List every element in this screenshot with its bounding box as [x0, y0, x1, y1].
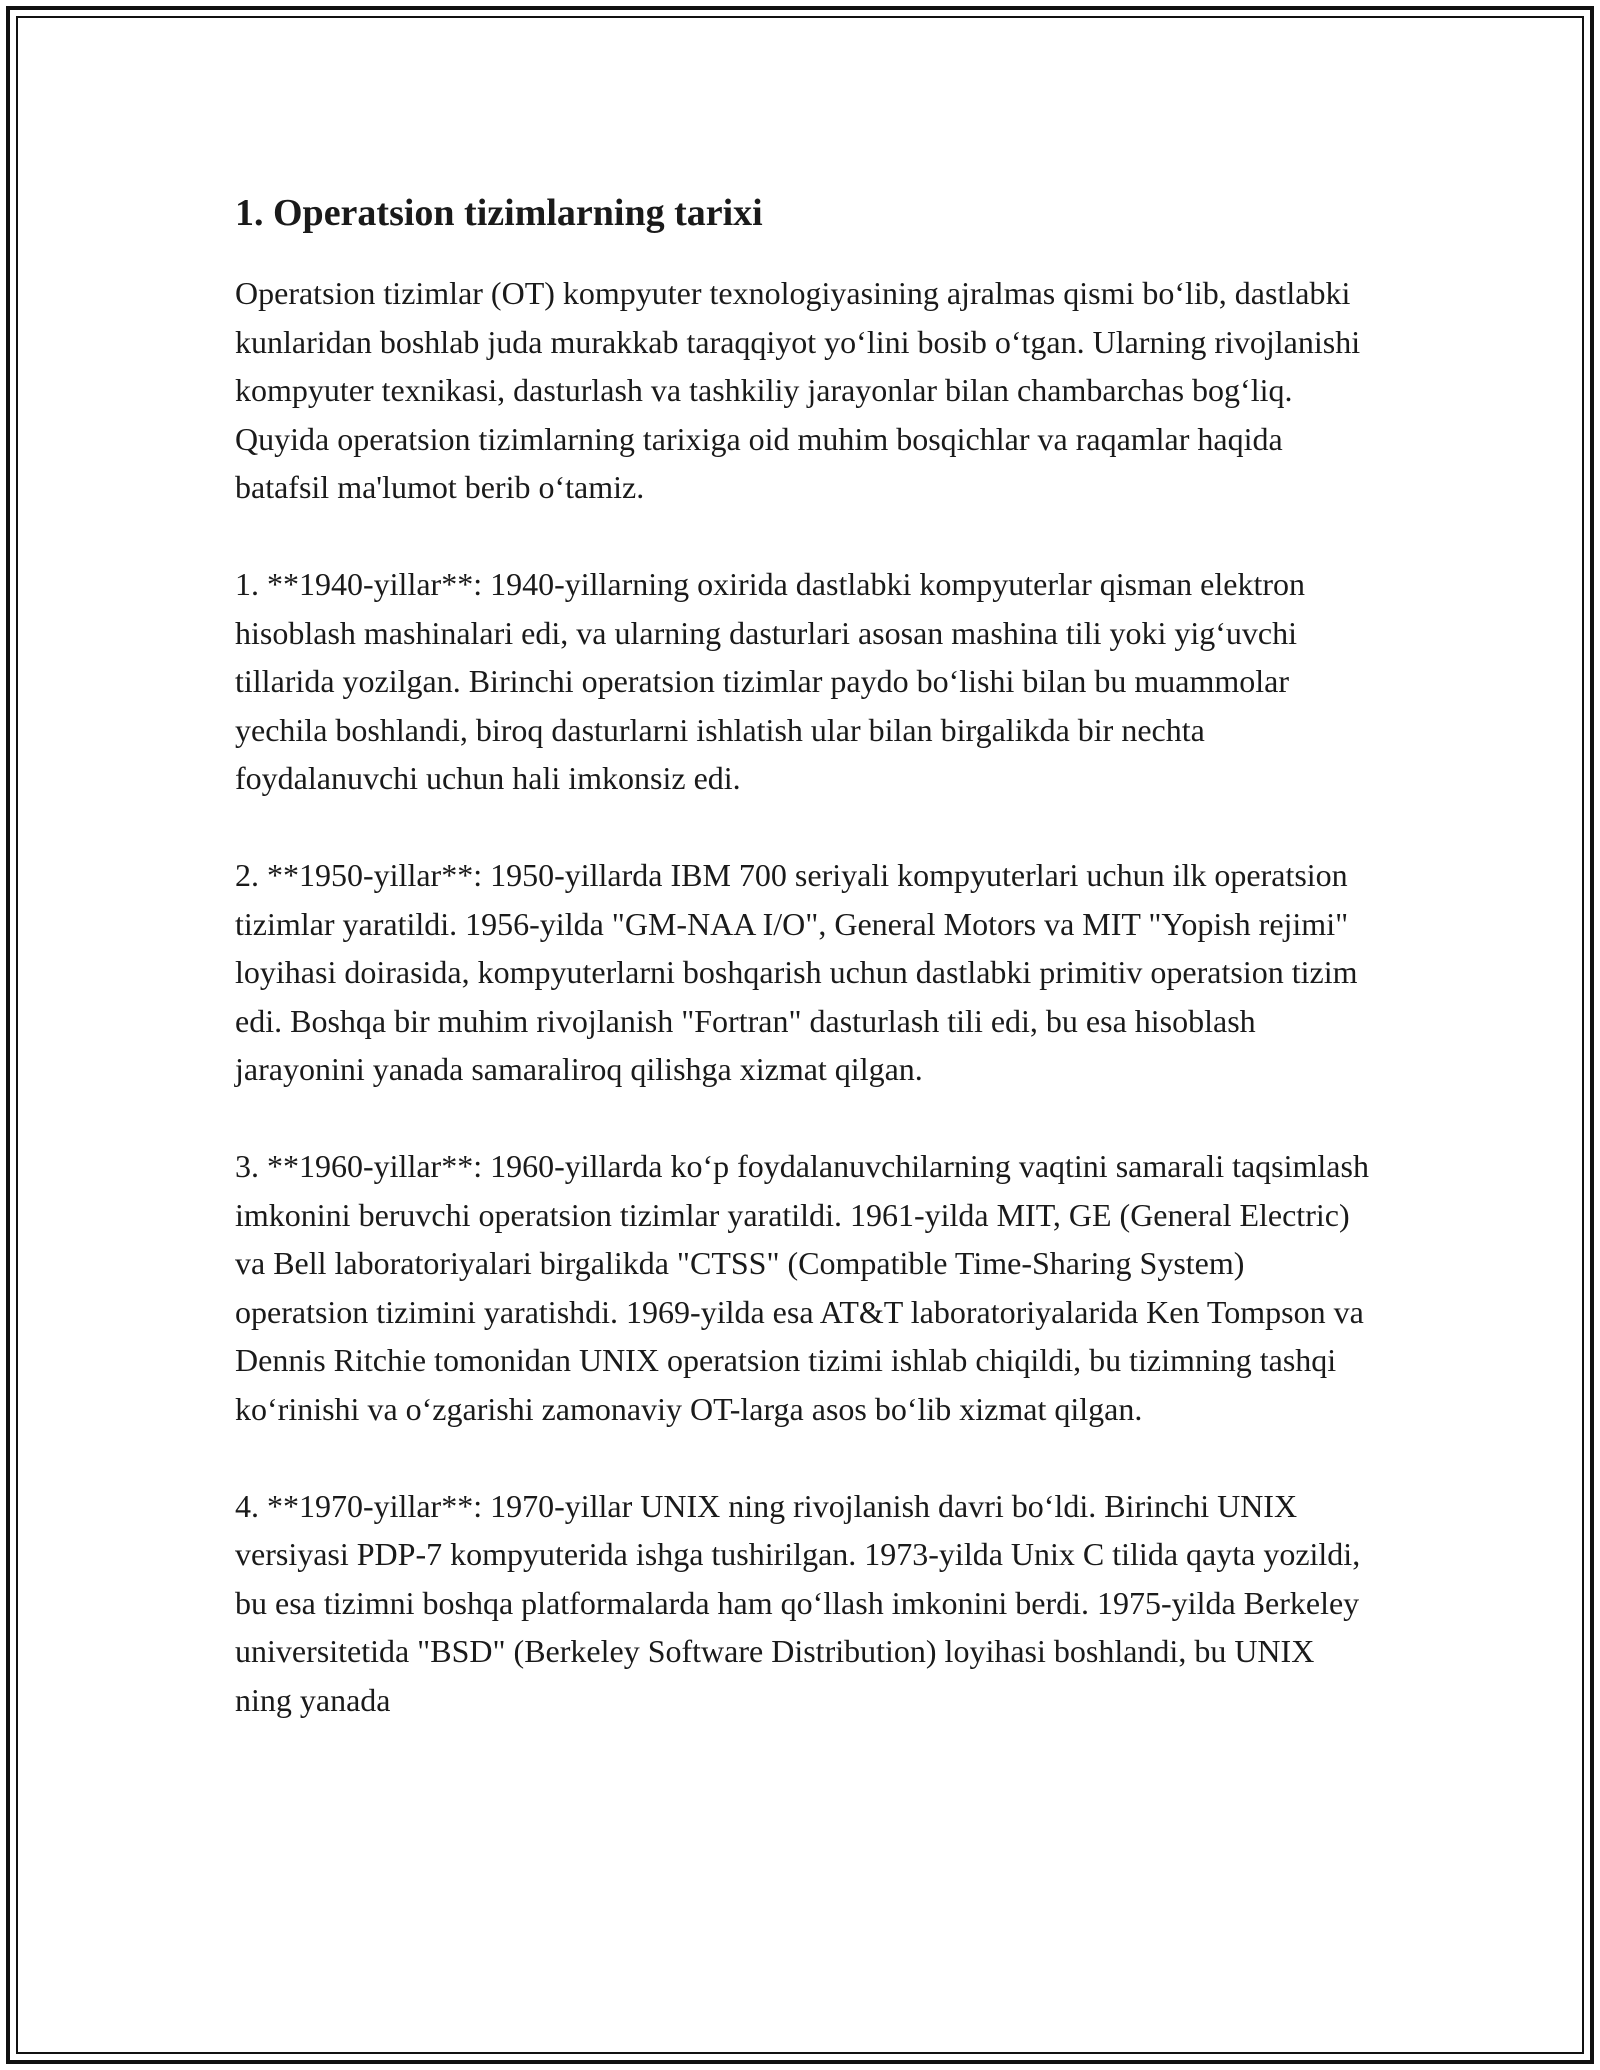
paragraph-1950s: 2. **1950-yillar**: 1950-yillarda IBM 700 seriyali kompyuterlari uchun ilk operatsion tizimlar yaratildi. 1956-yilda "GM-NAA I/O", General Motors va MIT "Yopish rejimi" loyihasi doirasida, kompyuterlarni boshqarish uchun dastlabki primitiv operatsion tizim edi. Boshqa bir muhim rivojlanish "Fortran" dasturlash tili edi, bu esa hisoblash jarayonini yanada samaraliroq qilishga xizmat qilgan.: [235, 857, 1358, 1087]
paragraph-1960s: 3. **1960-yillar**: 1960-yillarda ko‘p foydalanuvchilarning vaqtini samarali taqsimlash imkonini beruvchi operatsion tizimlar yaratildi. 1961-yilda MIT, GE (General Electric) va Bell laboratoriyalari birgalikda "CTSS" (Compatible Time-Sharing System) operatsion tizimini yaratishdi. 1969-yilda esa AT&T laboratoriyalarida Ken Tompson va Dennis Ritchie tomonidan UNIX operatsion tizimi ishlab chiqildi, bu tizimning tashqi ko‘rinishi va o‘zgarishi zamonaviy OT-larga asos bo‘lib xizmat qilgan.: [235, 1148, 1369, 1427]
paragraph-1940s: 1. **1940-yillar**: 1940-yillarning oxirida dastlabki kompyuterlar qisman elektron hisoblash mashinalari edi, va ularning dasturlari asosan mashina tili yoki yig‘uvchi tillarida yozilgan. Birinchi operatsion tizimlar paydo bo‘lishi bilan bu muammolar yechila boshlandi, biroq dasturlarni ishlatish ular bilan birgalikda bir nechta foydalanuvchi uchun hali imkonsiz edi.: [235, 566, 1305, 796]
section-heading: 1. Operatsion tizimlarning tarixi: [235, 192, 763, 234]
intro-paragraph: Operatsion tizimlar (OT) kompyuter texnologiyasining ajralmas qismi bo‘lib, dastlabki kunlaridan boshlab juda murakkab taraqqiyot yo‘lini bosib o‘tgan. Ularning rivojlanishi kompyuter texnikasi, dasturlash va tashkiliy jarayonlar bilan chambarchas bog‘liq. Quyida operatsion tizimlarning tarixiga oid muhim bosqichlar va raqamlar haqida batafsil ma'lumot berib o‘tamiz.: [235, 275, 1361, 505]
paragraph-1970s: 4. **1970-yillar**: 1970-yillar UNIX ning rivojlanish davri bo‘ldi. Birinchi UNIX versiyasi PDP-7 kompyuterida ishga tushirilgan. 1973-yilda Unix C tilida qayta yozildi, bu esa tizimni boshqa platformalarda ham qo‘llash imkonini berdi. 1975-yilda Berkeley universitetida "BSD" (Berkeley Software Distribution) loyihasi boshlandi, bu UNIX ning yanada: [235, 1487, 1361, 1718]
document-body: [235, 185, 1370, 1773]
